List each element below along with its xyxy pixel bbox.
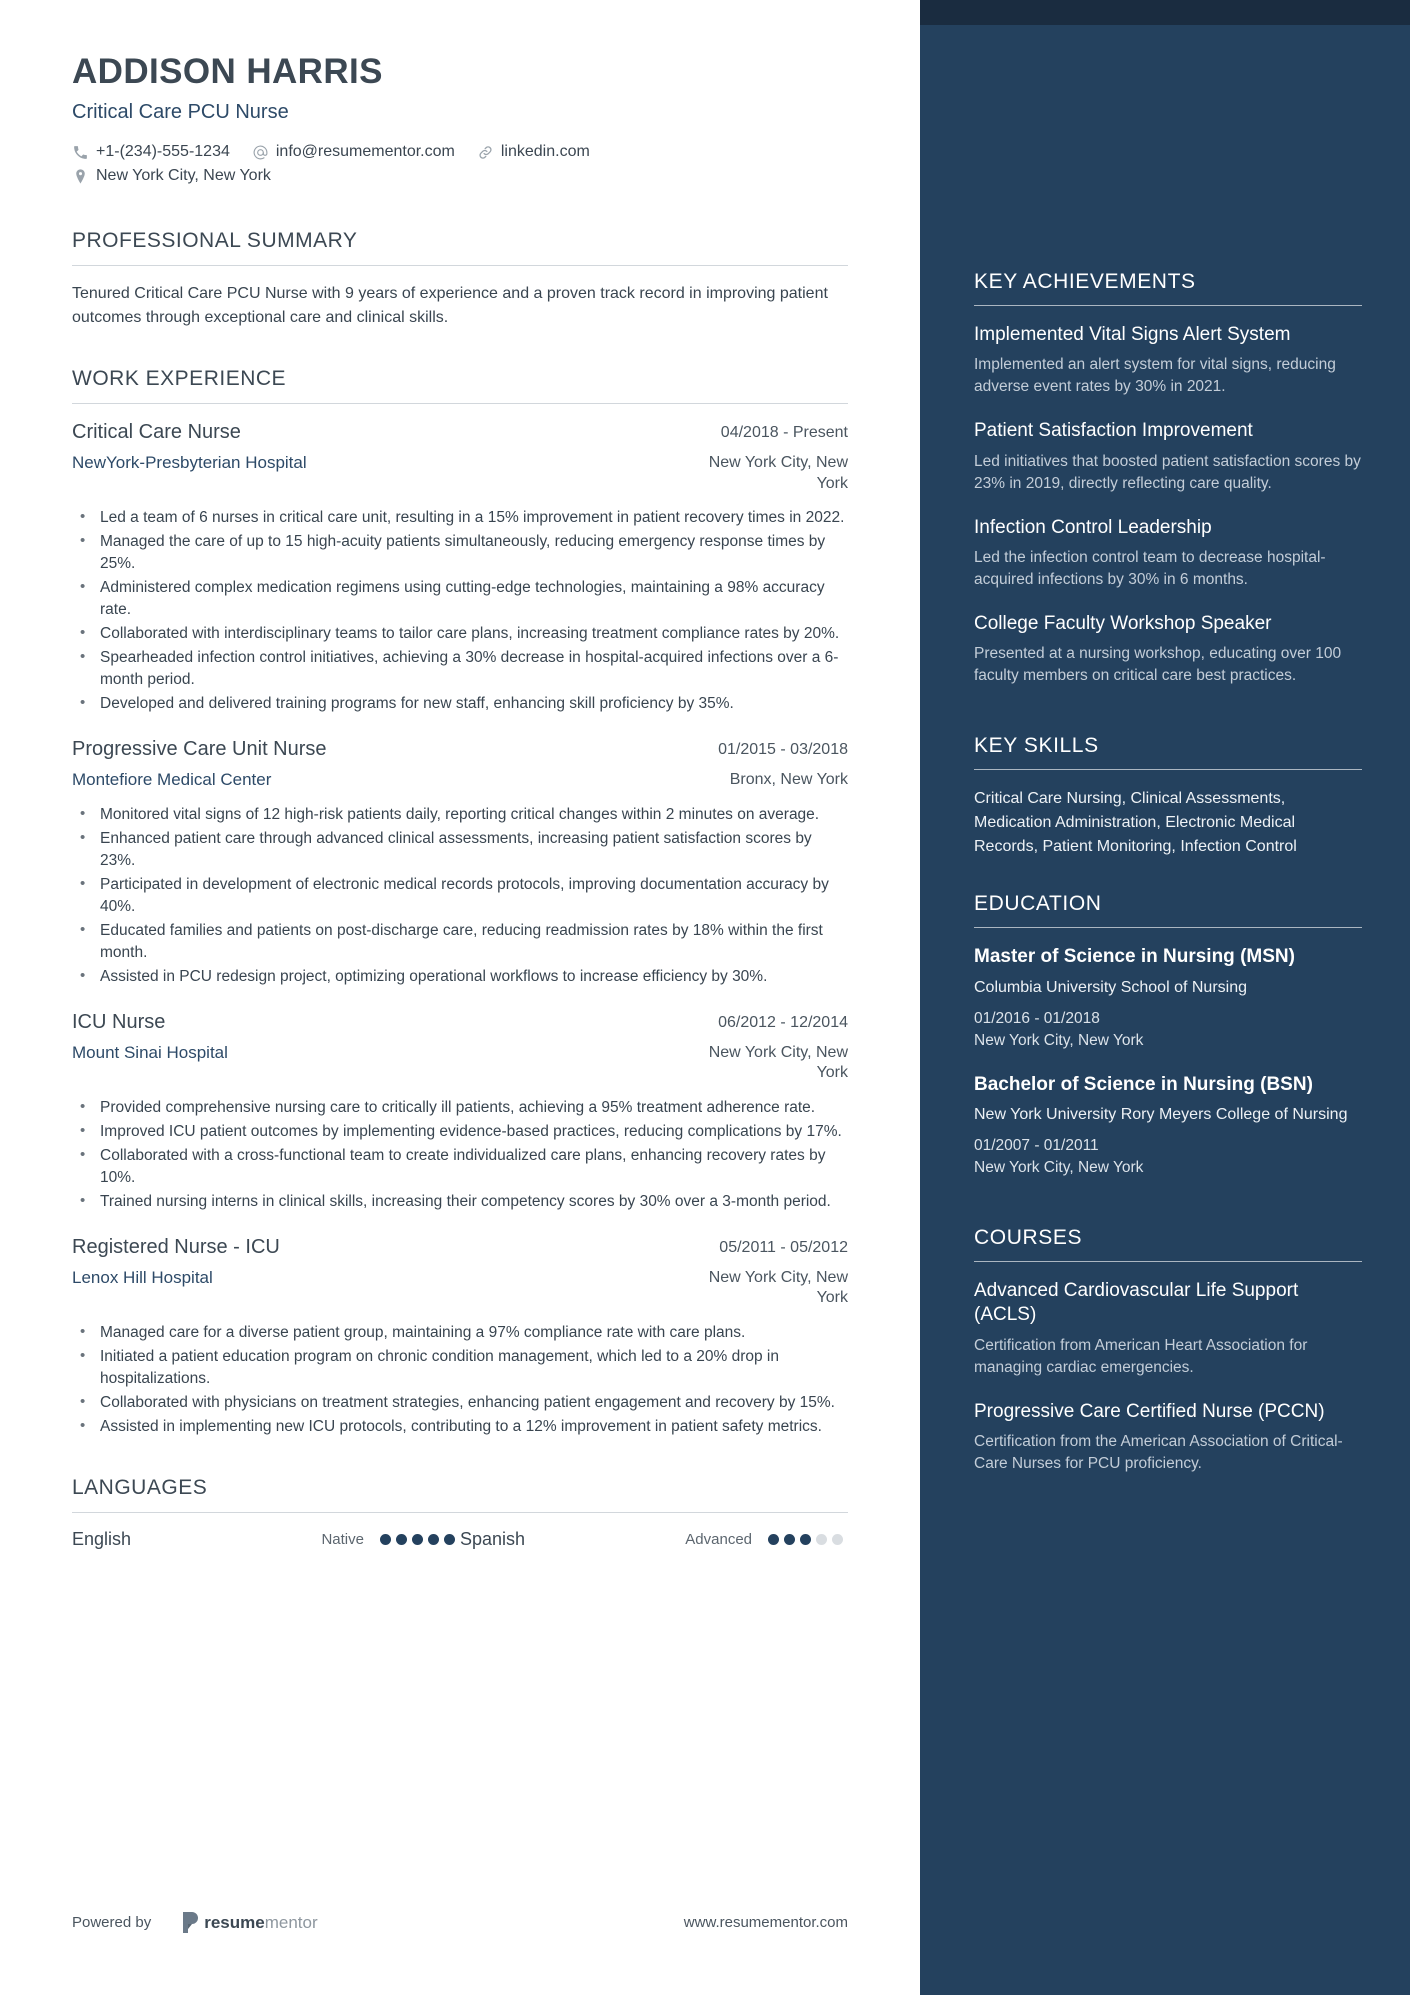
job-bullet: • Initiated a patient education program on chronic condition management, which led to a 20% drop in hospitalizations. [72,1346,848,1390]
job-bullet: • Collaborated with physicians on treatment strategies, enhancing patient engagement and recovery by 15%. [72,1392,848,1414]
job-bullets [72,1097,848,1213]
education-dates: 01/2016 - 01/2018 [974,1009,1100,1027]
divider [72,265,848,266]
job-title: Registered Nurse - ICU [72,1235,280,1258]
job-title: Progressive Care Unit Nurse [72,738,327,761]
job-company: Lenox Hill Hospital [72,1267,213,1287]
summary-text: Tenured Critical Care PCU Nurse with 9 years of experience and a proven track record in improving patient outcomes through exceptional care and clinical skills. [72,285,828,326]
location-pin-icon [72,168,89,185]
job-location: New York City, New York [708,1268,848,1307]
language-rating-dot [832,1534,843,1545]
section-key-achievements [974,270,1362,687]
language-rating-dot [800,1534,811,1545]
education-school: Columbia University School of Nursing [974,978,1247,996]
section-education [974,892,1362,1179]
job-bullet: • Spearheaded infection control initiatives, achieving a 30% decrease in hospital-acquired infections over a 6-month period. [72,647,848,691]
job-dates: 05/2011 - 05/2012 [719,1238,848,1256]
job-bullet: • Assisted in implementing new ICU protocols, contributing to a 12% improvement in patient safety metrics. [72,1416,848,1438]
powered-by-label: Powered by [72,1914,152,1931]
job-header [72,1010,848,1035]
job-header [72,737,848,762]
divider [974,305,1362,306]
achievement-title: College Faculty Workshop Speaker [974,612,1272,634]
job-bullet: • Improved ICU patient outcomes by implementing evidence-based practices, reducing complications by 17%. [72,1121,848,1143]
language-rating-dot [412,1534,423,1545]
job-subheader [72,1043,848,1084]
achievement-desc: Implemented an alert system for vital signs, reducing adverse event rates by 30% in 2021. [974,356,1336,396]
section-key-skills [974,734,1362,858]
page-title: ADDISON HARRIS [72,52,383,91]
divider [974,769,1362,770]
brand-bold: resume [204,1912,265,1932]
divider [72,1512,848,1513]
language-item [460,1529,848,1550]
contact-email-text: info@resumementor.com [275,143,455,160]
achievement-title: Implemented Vital Signs Alert System [974,324,1291,345]
contact-location-text: New York City, New York [96,167,271,184]
job-title: Critical Care Nurse [72,421,241,444]
education-location: New York City, New York [974,1031,1144,1049]
education-list [974,945,1362,1179]
job-company: Montefiore Medical Center [72,770,272,790]
job-headline: Critical Care PCU Nurse [72,101,289,123]
section-languages [72,1476,848,1550]
education-location: New York City, New York [974,1159,1144,1177]
achievement-item [974,612,1362,687]
jobs-list [72,420,848,1437]
education-degree: Bachelor of Science in Nursing (BSN) [974,1073,1313,1095]
course-title: Progressive Care Certified Nurse (PCCN) [974,1400,1325,1422]
achievement-title: Patient Satisfaction Improvement [974,420,1253,442]
job-header [72,1235,848,1260]
job-bullet: • Provided comprehensive nursing care to critically ill patients, achieving a 95% treatment adherence rate. [72,1097,848,1119]
skills-text: Critical Care Nursing, Clinical Assessments, Medication Administration, Electronic Medical Records, Patient Monitoring, Infection Control [974,790,1297,855]
job-bullet: • Participated in development of electronic medical records protocols, improving documentation accuracy by 40%. [72,874,848,918]
powered-by [72,1912,318,1933]
job-bullets [72,1322,848,1438]
language-rating-dot [396,1534,407,1545]
phone-icon [72,144,89,161]
sidebar [920,0,1410,1995]
job-bullet: • Collaborated with a cross-functional team to create individualized care plans, enhancing recovery rates by 10%. [72,1145,848,1189]
section-title-summary: PROFESSIONAL SUMMARY [72,229,358,252]
job-bullet: • Trained nursing interns in clinical skills, increasing their competency scores by 30% over a 3-month period. [72,1191,848,1213]
logo-mark-icon [181,1912,198,1933]
achievement-title: Infection Control Leadership [974,516,1212,538]
section-title-skills: KEY SKILLS [974,734,1099,758]
job-bullet: • Assisted in PCU redesign project, optimizing operational workflows to increase efficiency by 30%. [72,966,848,988]
language-rating-dot [444,1534,455,1545]
language-rating-dot [380,1534,391,1545]
footer [72,1912,848,1933]
languages-list [72,1529,848,1550]
job-dates: 06/2012 - 12/2014 [718,1013,848,1031]
footer-website: www.resumementor.com [683,1914,848,1931]
education-item [974,945,1362,1051]
contact-phone[interactable] [72,143,230,161]
job-bullet: • Managed care for a diverse patient group, maintaining a 97% compliance rate with care plans. [72,1322,848,1344]
job-bullets [72,804,848,988]
language-rating-dot [784,1534,795,1545]
divider [974,1261,1362,1262]
job-bullet: • Enhanced patient care through advanced clinical assessments, increasing patient satisfaction scores by 23%. [72,828,848,872]
job-entry [72,1010,848,1213]
divider [974,927,1362,928]
job-title: ICU Nurse [72,1010,166,1033]
language-item [72,1529,460,1550]
job-bullet: • Developed and delivered training programs for new staff, enhancing skill proficiency by 35%. [72,693,848,715]
job-bullet: • Collaborated with interdisciplinary teams to tailor care plans, increasing treatment compliance rates by 20%. [72,623,848,645]
course-item [974,1279,1362,1379]
achievement-item [974,419,1362,494]
job-bullet: • Administered complex medication regimens using cutting-edge technologies, maintaining a 98% accuracy rate. [72,577,848,621]
job-dates: 01/2015 - 03/2018 [718,741,848,759]
job-company: Mount Sinai Hospital [72,1042,228,1062]
achievement-desc: Led the infection control team to decrease hospital-acquired infections by 30% in 6 months. [974,548,1326,588]
language-rating [768,1534,848,1545]
job-entry [72,737,848,987]
language-name: Spanish [460,1528,526,1549]
job-entry [72,1235,848,1438]
section-title-courses: COURSES [974,1226,1083,1250]
education-item [974,1073,1362,1179]
email-at-icon [252,144,269,161]
section-title-achievements: KEY ACHIEVEMENTS [974,270,1196,293]
contact-row [72,143,848,191]
job-subheader [72,1268,848,1309]
resumementor-logo [181,1912,317,1933]
job-entry [72,420,848,715]
language-rating [380,1534,460,1545]
link-icon [477,144,494,161]
section-title-work: WORK EXPERIENCE [72,367,287,391]
divider [72,403,848,404]
language-rating-dot [768,1534,779,1545]
achievements-list [974,323,1362,687]
language-level: Advanced [685,1530,752,1548]
achievement-desc: Led initiatives that boosted patient satisfaction scores by 23% in 2019, directly reflecting care quality. [974,452,1361,492]
brand-light: mentor [264,1912,318,1932]
job-subheader [72,770,848,790]
course-desc: Certification from the American Association of Critical-Care Nurses for PCU proficiency. [974,1432,1343,1472]
job-location: New York City, New York [708,454,848,492]
spacer [974,708,1362,734]
course-desc: Certification from American Heart Association for managing cardiac emergencies. [974,1336,1308,1376]
section-professional-summary [72,229,848,329]
contact-location [72,167,826,185]
job-bullet: • Led a team of 6 nurses in critical care unit, resulting in a 15% improvement in patient recovery times in 2022. [72,507,848,529]
education-dates: 01/2007 - 01/2011 [974,1137,1099,1155]
achievement-desc: Presented at a nursing workshop, educating over 100 faculty members on critical care best practices. [974,645,1342,685]
section-title-languages: LANGUAGES [72,1475,208,1499]
job-location: New York City, New York [708,1043,848,1082]
job-bullet: • Monitored vital signs of 12 high-risk patients daily, reporting critical changes within 2 minutes on average. [72,804,848,826]
sidebar-content [974,25,1362,1475]
language-rating-dot [428,1534,439,1545]
contact-phone-text: +1-(234)-555-1234 [96,143,230,160]
education-degree: Master of Science in Nursing (MSN) [974,946,1295,968]
job-bullet: • Managed the care of up to 15 high-acuity patients simultaneously, reducing emergency response times by 25%. [72,531,848,575]
job-bullet: • Educated families and patients on post-discharge care, reducing readmission rates by 18% within the first month. [72,920,848,964]
spacer [974,1200,1362,1226]
language-rating-dot [816,1534,827,1545]
language-level: Native [321,1530,364,1548]
achievement-item [974,323,1362,398]
education-school: New York University Rory Meyers College of Nursing [974,1105,1348,1123]
sidebar-top-band [920,0,1410,25]
job-company: NewYork-Presbyterian Hospital [72,453,307,473]
job-location: Bronx, New York [729,771,848,789]
job-header [72,420,848,445]
job-bullets [72,507,848,715]
contact-email[interactable] [252,143,455,161]
contact-linkedin-text: linkedin.com [500,143,590,160]
job-subheader [72,453,848,494]
course-item [974,1400,1362,1475]
section-title-education: EDUCATION [974,892,1102,916]
section-work-experience [72,367,848,1437]
course-title: Advanced Cardiovascular Life Support (ACLS) [974,1280,1299,1326]
courses-list [974,1279,1362,1475]
spacer [974,858,1362,892]
contact-linkedin[interactable] [477,143,590,161]
section-courses [974,1226,1362,1475]
achievement-item [974,516,1362,591]
language-name: English [72,1528,132,1549]
job-dates: 04/2018 - Present [720,424,848,442]
